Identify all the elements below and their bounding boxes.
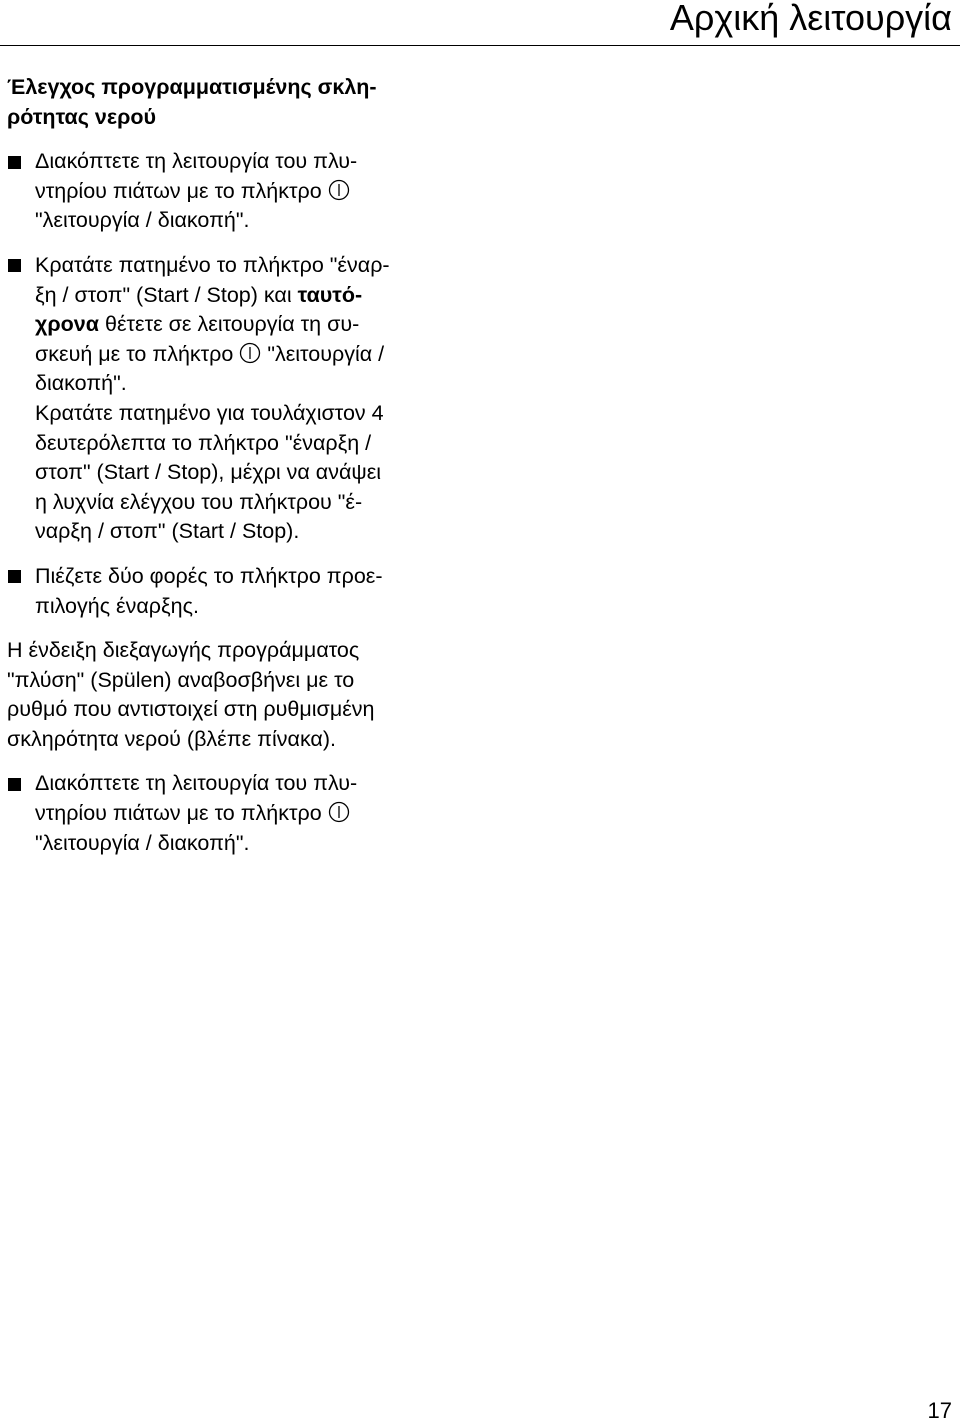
step-1-line-1: Διακόπτετε τη λειτουργία του πλυ- [35,149,358,174]
step-2-line-4 [35,340,467,370]
header-title: Αρχική λειτουργία [669,0,952,38]
step-1-line-2 [35,177,467,207]
step-2-emphasis-1: ταυτό- [297,282,363,307]
step-2-emphasis-2: χρονα [35,312,99,337]
paragraph-line-3: ρυθμό που αντιστοιχεί στη ρυθμισμένη [7,697,375,722]
paragraph-line-4: σκληρότητα νερού (βλέπε πίνακα). [7,726,336,751]
power-button-icon [328,179,350,201]
step-4-line-1: Διακόπτετε τη λειτουργία του πλυ- [35,771,358,796]
step-1-line-3: "λειτουργία / διακοπή". [35,208,250,233]
step-2-line-7: δευτερόλεπτα το πλήκτρο "έναρξη / [35,430,372,455]
step-3-line-2: πιλογής έναρξης. [35,593,199,618]
step-3-line-1: Πιέζετε δύο φορές το πλήκτρο προε- [35,563,383,588]
step-2 [7,251,467,547]
paragraph-line-2: "πλύση" (Spülen) αναβοσβήνει με το [7,667,355,692]
section-title-line-1: Έλεγχος προγραμματισμένης σκλη- [7,75,377,99]
step-2-line-3-text: θέτετε σε λειτουργία τη συ- [104,312,360,337]
square-bullet-icon [8,778,21,791]
step-1-line-2-text: ντηρίου πιάτων με το πλήκτρο [35,178,322,203]
step-4 [7,769,467,858]
page-header [0,0,960,46]
step-2-line-4-text-b: "λειτουργία / [267,341,385,366]
step-2-line-1: Κρατάτε πατημένο το πλήκτρο "έναρ- [35,252,390,277]
step-2-line-5: διακοπή". [35,371,127,396]
square-bullet-icon [8,156,21,169]
paragraph-line-1: Η ένδειξη διεξαγωγής προγράμματος [7,638,360,663]
power-button-icon [328,801,350,823]
step-2-line-8: στοπ" (Start / Stop), μέχρι να ανάψει [35,460,382,485]
step-4-line-2 [35,799,467,829]
step-4-line-3: "λειτουργία / διακοπή". [35,830,250,855]
step-2-line-6: Κρατάτε πατημένο για τουλάχιστον 4 [35,400,384,425]
square-bullet-icon [8,570,21,583]
step-3 [7,562,467,621]
step-2-line-4-text: σκευή με το πλήκτρο [35,341,234,366]
step-1 [7,147,467,236]
page-number: 17 [927,1398,952,1423]
step-2-line-2-text: ξη / στοπ" (Start / Stop) και [35,282,292,307]
step-4-line-2-text: ντηρίου πιάτων με το πλήκτρο [35,801,322,826]
content [7,73,467,873]
step-2-line-2 [35,281,467,311]
step-2-line-10: ναρξη / στοπ" (Start / Stop). [35,519,300,544]
square-bullet-icon [8,259,21,272]
section-title-line-2: ρότητας νερού [7,104,157,129]
step-2-line-9: η λυχνία ελέγχου του πλήκτρου "έ- [35,489,363,514]
power-button-icon [239,342,261,364]
section-title [7,73,467,132]
result-paragraph [7,636,467,754]
step-2-line-3 [35,310,467,340]
